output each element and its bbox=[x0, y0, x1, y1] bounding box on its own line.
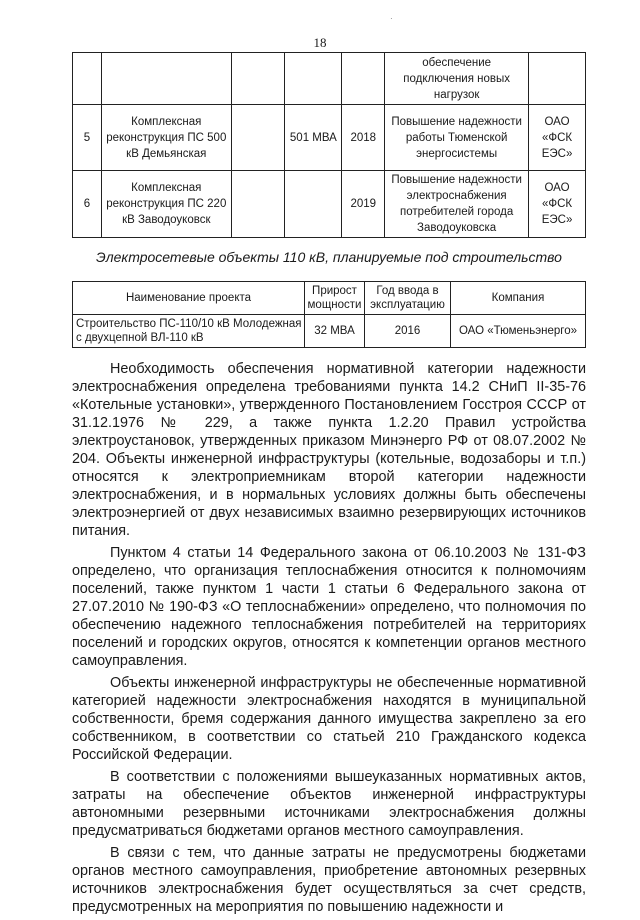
table-row bbox=[73, 105, 586, 171]
company-name: ОАО «ФСК ЕЭС» bbox=[529, 171, 586, 238]
column-header-name: Наименование проекта bbox=[73, 282, 305, 315]
column-header-power: Прирост мощности bbox=[305, 282, 365, 315]
table-row bbox=[73, 53, 586, 105]
power-value bbox=[285, 53, 342, 105]
company-name bbox=[529, 53, 586, 105]
power-value bbox=[285, 171, 342, 238]
project-name: Комплексная реконструкция ПС 220 кВ Заводоуковск bbox=[101, 171, 231, 238]
column-header-year: Год ввода в эксплуатацию bbox=[365, 282, 451, 315]
substation-reconstruction-table bbox=[72, 52, 586, 238]
power-value: 32 МВА bbox=[305, 315, 365, 348]
paragraph: Необходимость обеспечения нормативной категории надежности электроснабжения определена требованиями пункта 14.2 СНиП II-35-76 «Котельные установки», утвержденного Постановлением Госстроя СССР от 31.12.1976 № 229, а также пункта 1.2.20 Правил устройства электроустановок, утвержденных приказом Минэнерго РФ от 08.07.2002 № 204. Объекты инженерной инфраструктуры (котельные, водозаборы и т.п.) относятся к электроприемникам второй категории надежности электроснабжения, и в нормальных условиях должны быть обеспечены электроэнергией от двух независимых взаимно резервирующих источников питания. bbox=[72, 361, 586, 539]
company-name: ОАО «Тюменьэнерго» bbox=[451, 315, 586, 348]
table-header-row bbox=[73, 282, 586, 315]
paragraph: В связи с тем, что данные затраты не предусмотрены бюджетами органов местного самоуправления, приобретение автономных резервных источников электроснабжения будет осуществляться за счет средств, предусмотренных на мероприятия по повышению надежности и bbox=[72, 845, 586, 915]
project-name bbox=[101, 53, 231, 105]
table-row bbox=[73, 171, 586, 238]
goal-text: Повышение надежности электроснабжения потребителей города Заводоуковска bbox=[385, 171, 529, 238]
page-number: 18 bbox=[313, 35, 327, 50]
body-text bbox=[72, 360, 586, 920]
company-name: ОАО «ФСК ЕЭС» bbox=[529, 105, 586, 171]
paragraph: Пунктом 4 статьи 14 Федерального закона от 06.10.2003 № 131-ФЗ определено, что организация теплоснабжения относится к полномочиям поселений, также пунктом 1 части 1 статьи 6 Федерального закона от 27.07.2010 № 190-ФЗ «О теплоснабжении» определено, что полномочия по обеспечению надежного теплоснабжения потребителей на территориях поселений и городских округов, относятся к компетенции органов местного самоуправления. bbox=[72, 545, 586, 669]
projects-110kv-table bbox=[72, 281, 586, 348]
table-row bbox=[73, 315, 586, 348]
power-value: 501 МВА bbox=[285, 105, 342, 171]
row-number: 6 bbox=[73, 171, 102, 238]
empty-cell bbox=[231, 171, 285, 238]
year-value: 2019 bbox=[342, 171, 385, 238]
goal-text: обеспечение подключения новых нагрузок bbox=[385, 53, 529, 105]
year-value: 2018 bbox=[342, 105, 385, 171]
scan-speck: · bbox=[390, 14, 393, 23]
row-number bbox=[73, 53, 102, 105]
column-header-company: Компания bbox=[451, 282, 586, 315]
project-name: Комплексная реконструкция ПС 500 кВ Демьянская bbox=[101, 105, 231, 171]
empty-cell bbox=[231, 105, 285, 171]
year-value: 2016 bbox=[365, 315, 451, 348]
goal-text: Повышение надежности работы Тюменской энергосистемы bbox=[385, 105, 529, 171]
project-name: Строительство ПС-110/10 кВ Молодежная с двухцепной ВЛ-110 кВ bbox=[73, 315, 305, 348]
section-title: Электросетевые объекты 110 кВ, планируемые под строительство bbox=[96, 249, 562, 265]
year-value bbox=[342, 53, 385, 105]
empty-cell bbox=[231, 53, 285, 105]
paragraph: Объекты инженерной инфраструктуры не обеспеченные нормативной категорией надежности электроснабжения находятся в муниципальной собственности, бремя содержания данного имущества закреплено за его собственником, в соответствии со статьей 210 Гражданского кодекса Российской Федерации. bbox=[72, 675, 586, 763]
row-number: 5 bbox=[73, 105, 102, 171]
paragraph: В соответствии с положениями вышеуказанных нормативных актов, затраты на обеспечение объектов инженерной инфраструктуры автономными резервными источниками электроснабжения должны предусматриваться бюджетами органов местного самоуправления. bbox=[72, 769, 586, 839]
